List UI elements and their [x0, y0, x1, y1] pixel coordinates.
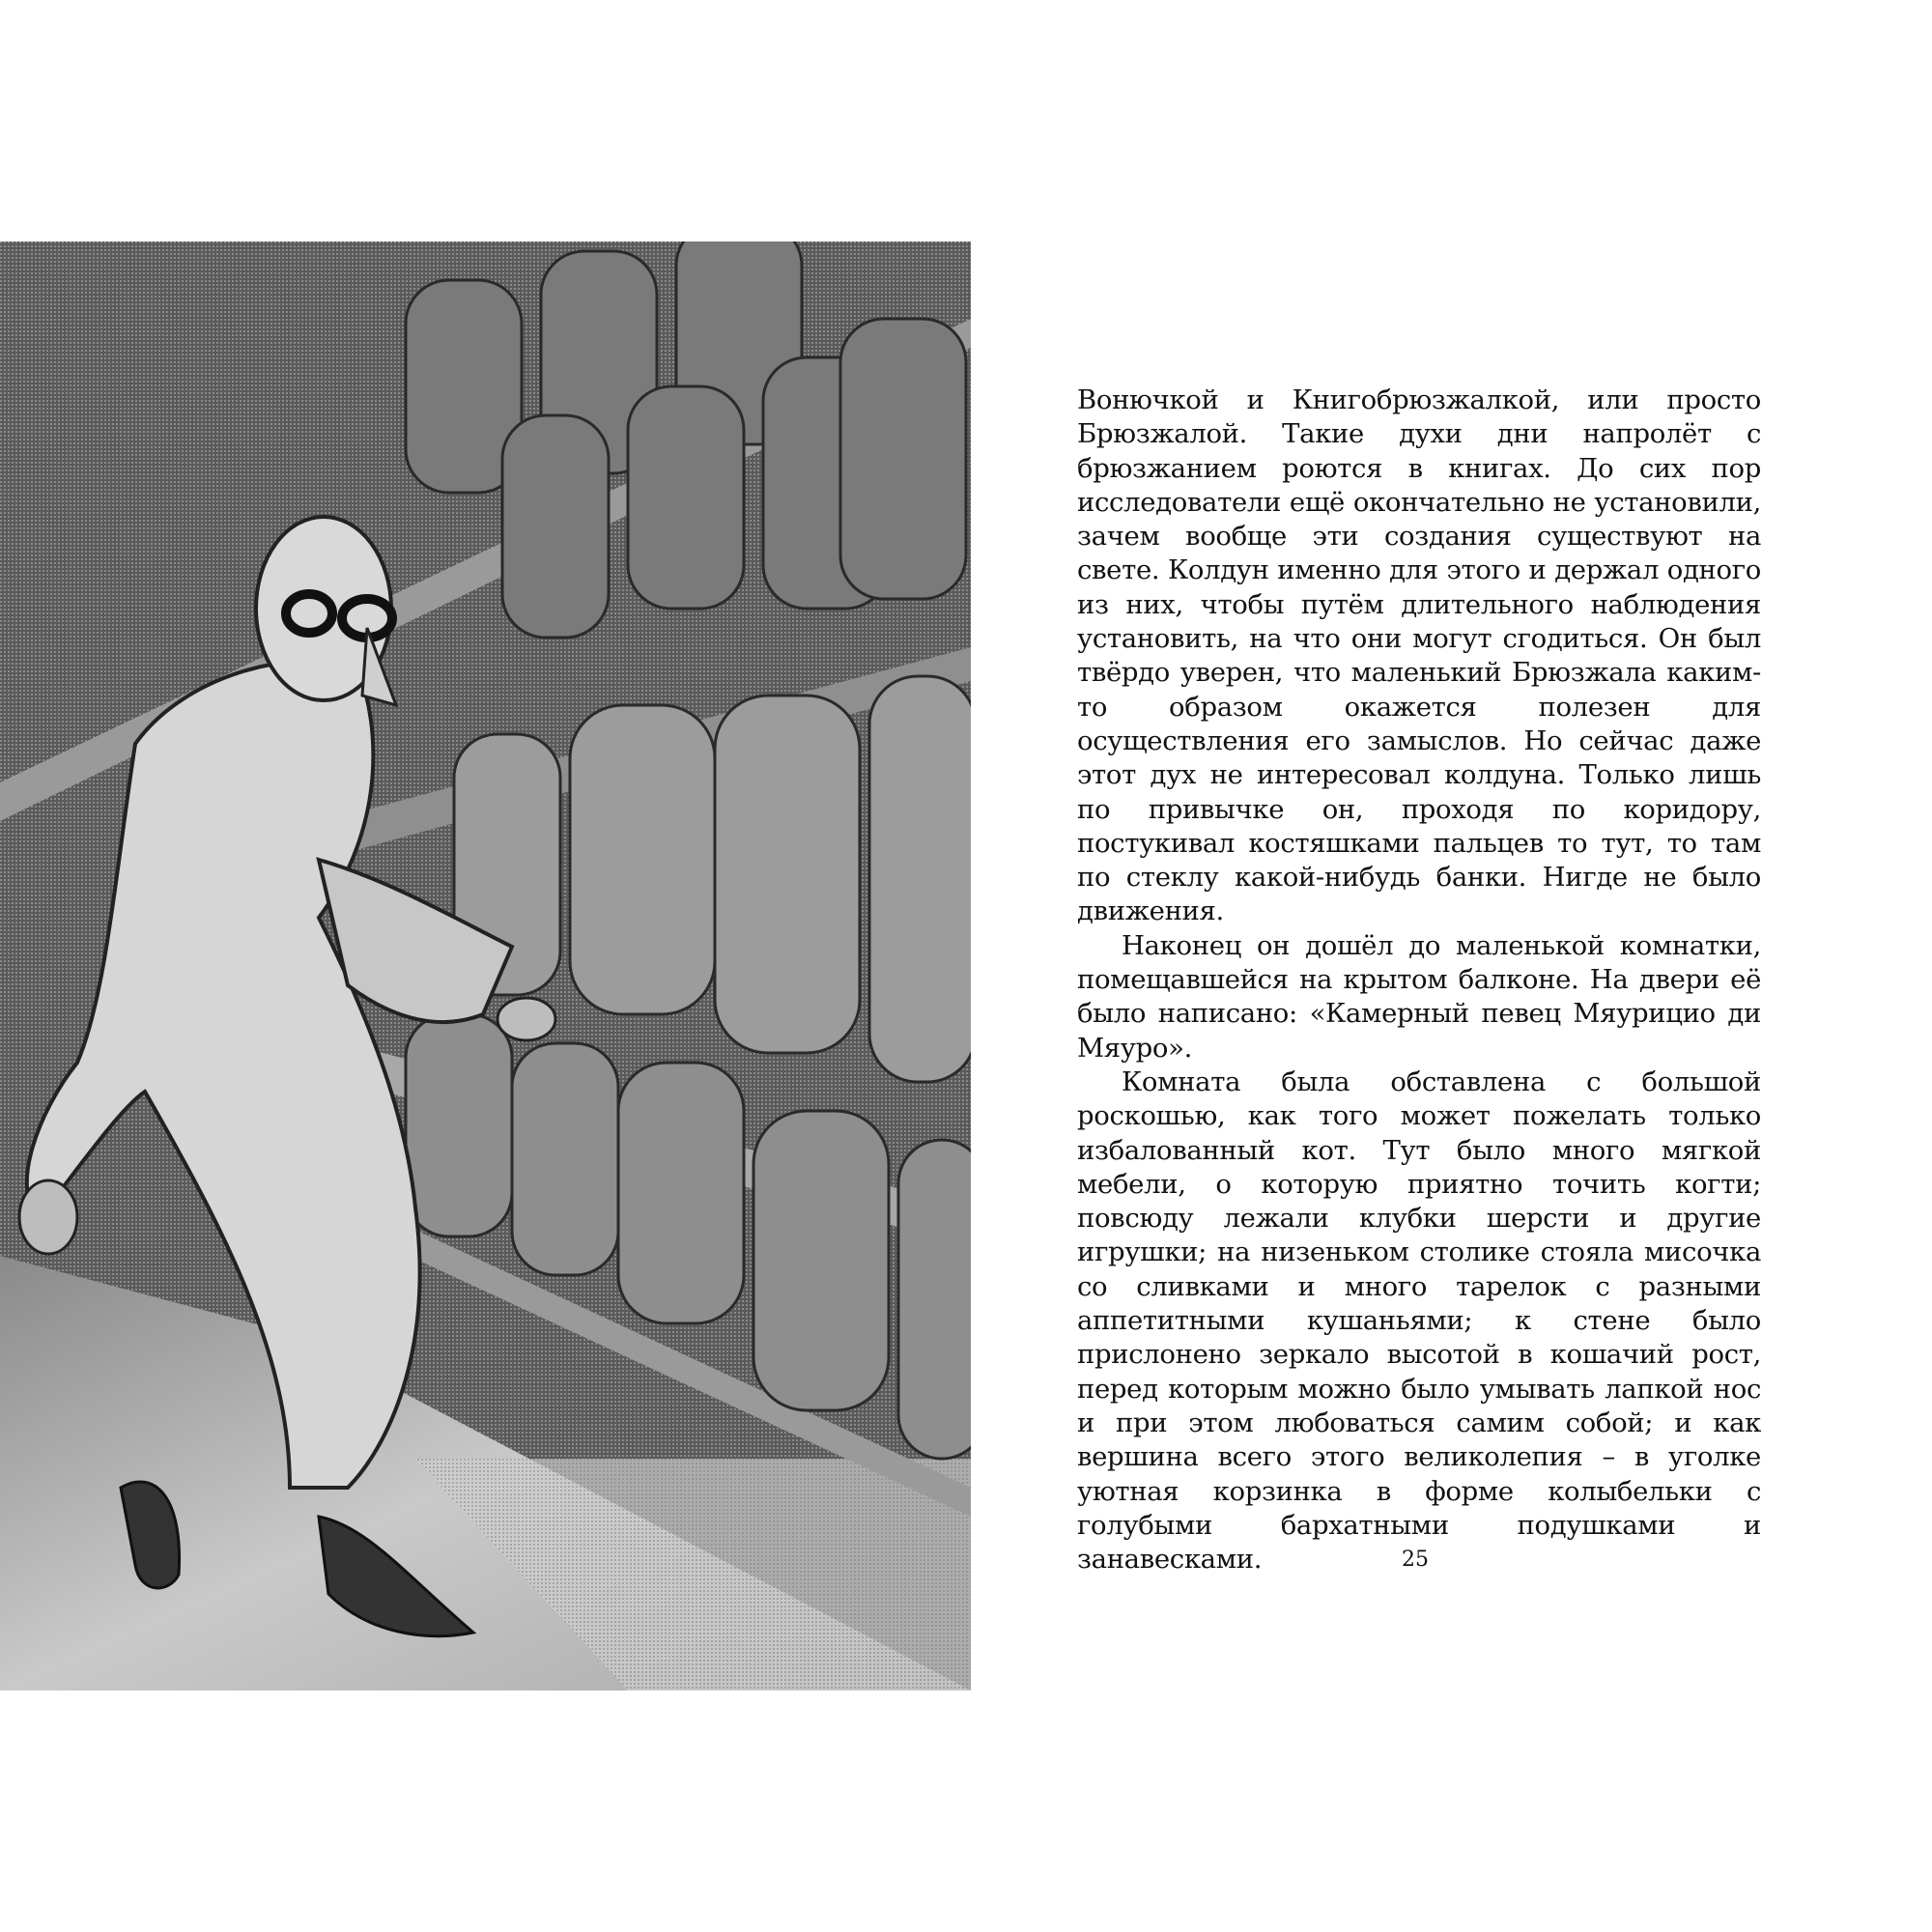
- illustration-drawing: [0, 242, 971, 1690]
- paragraph: Наконец он дошёл до маленькой комнатки, помещавшейся на крытом балконе. На двери её было написано: «Камерный певец Мяурицио ди Мяуро».: [1077, 929, 1761, 1064]
- body-text: [1077, 384, 1761, 1577]
- paragraph: Комната была обставлена с большой роскошью, как того может пожелать только избалованный кот. Тут было много мягкой мебели, о которую приятно точить когти; повсюду лежали клубки шерсти и другие игрушки; на низеньком столике стояла мисочка со сливками и много тарелок с разными аппетитными кушаньями; к стене было прислонено зеркало высотой в кошачий рост, перед которым можно было умывать лапкой нос и при этом любоваться самим собой; и как вершина всего этого великолепия – в уголке уютная корзинка в форме колыбельки с голубыми бархатными подушками и занавесками.: [1077, 1065, 1761, 1576]
- page-number: 25: [1402, 1548, 1429, 1572]
- paragraph: Вонючкой и Книгобрюзжалкой, или просто Брюзжалой. Такие духи дни напролёт с брюзжанием роются в книгах. До сих пор исследователи ещё окончательно не установили, зачем вообще эти создания существуют на свете. Колдун именно для этого и держал одного из них, чтобы путём длительного наблюдения установить, на что они могут сгодиться. Он был твёрдо уверен, что маленький Брюзжала каким-то образом окажется полезен для осуществления его замыслов. Но сейчас даже этот дух не интересовал колдуна. Только лишь по привычке он, проходя по коридору, постукивал костяшками пальцев то тут, то там по стеклу какой-нибудь банки. Нигде не было движения.: [1077, 384, 1761, 927]
- illustration-sorcerer-jars: [0, 242, 971, 1690]
